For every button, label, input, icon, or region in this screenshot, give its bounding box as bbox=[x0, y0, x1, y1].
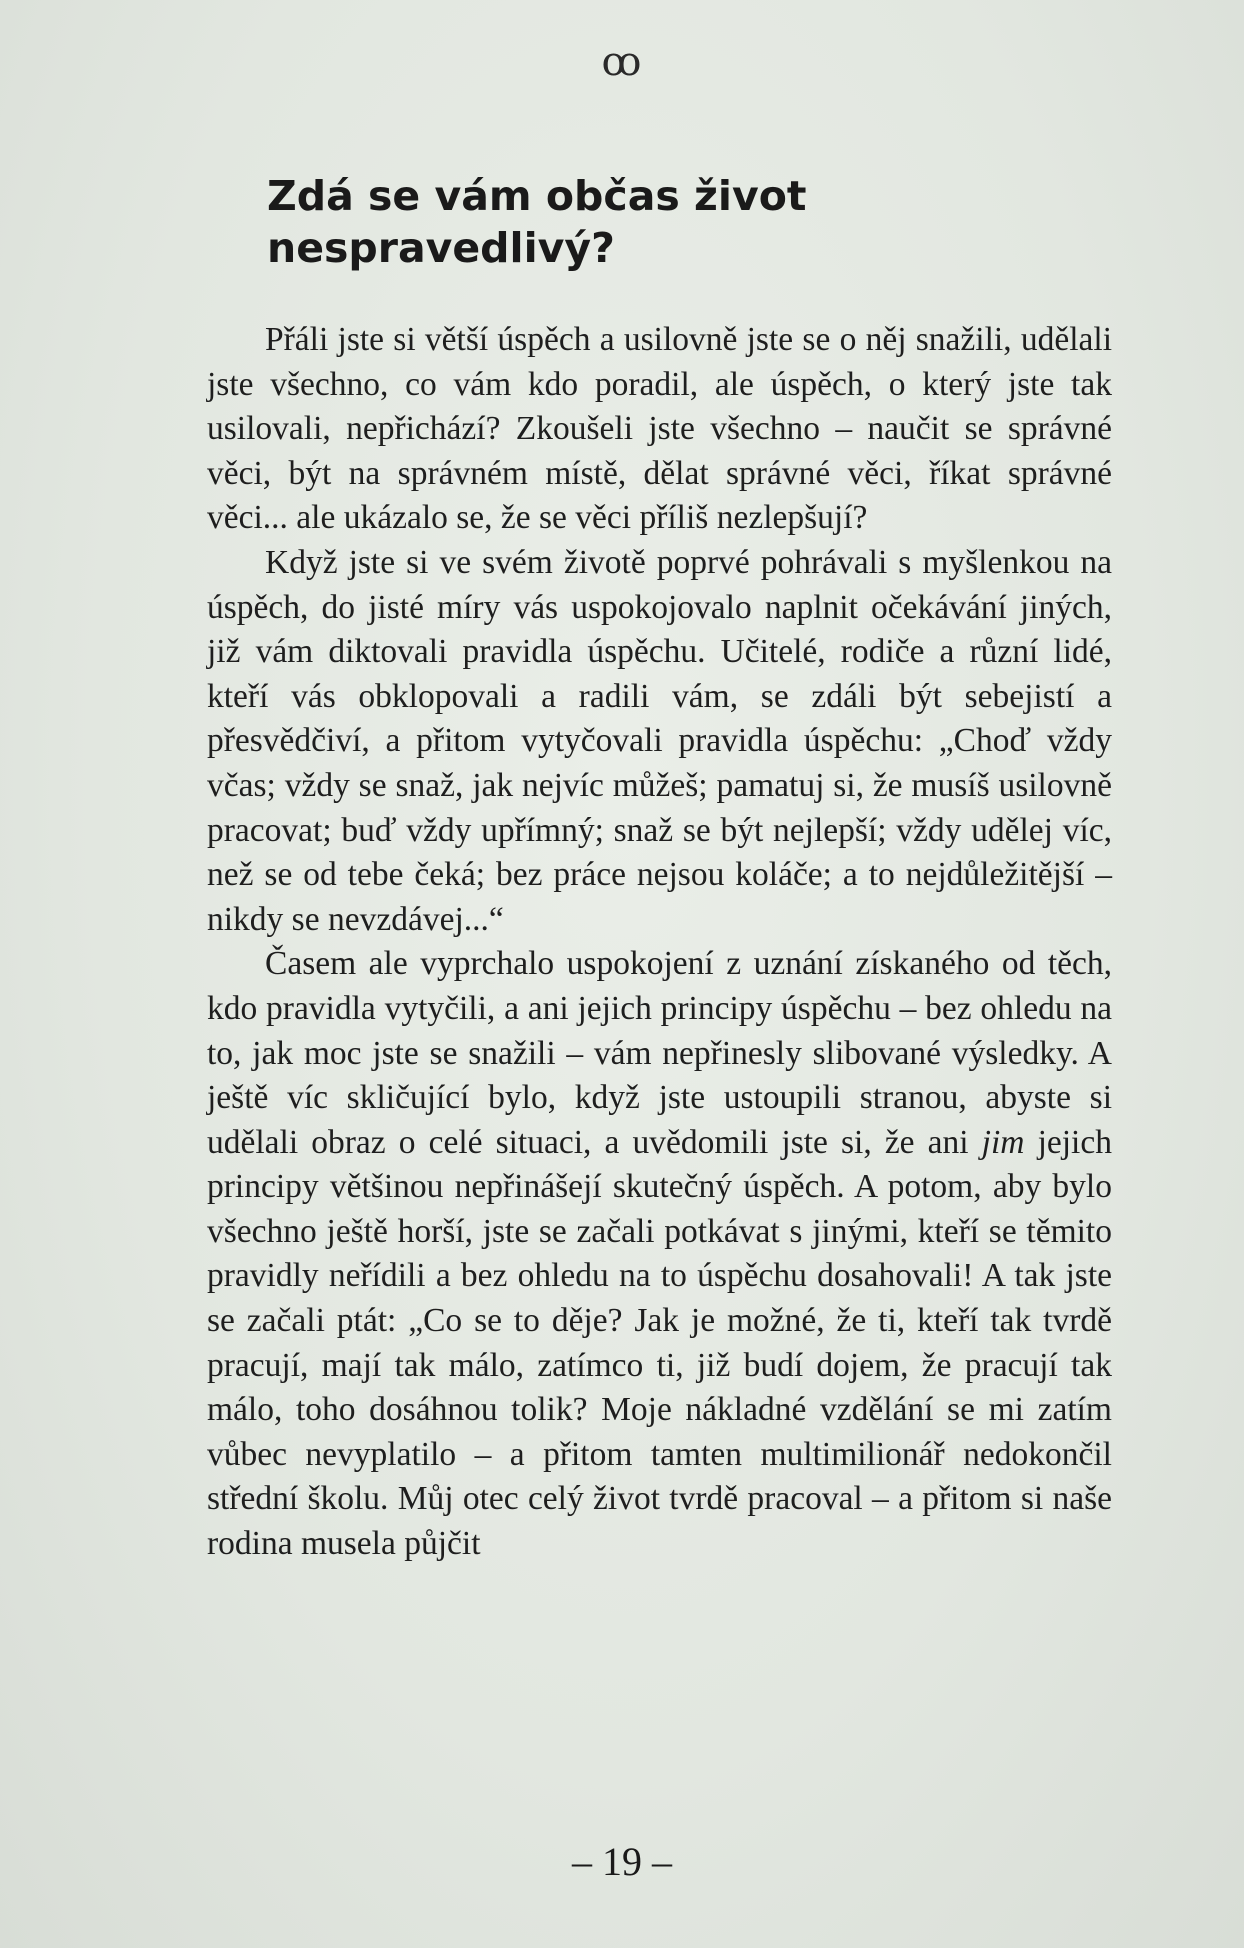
ornament-glyph: ꝏ bbox=[601, 39, 643, 84]
page-number: – 19 – bbox=[572, 1839, 672, 1884]
paragraph-3-part-2: jejich principy většinou nepřinášejí skutečný úspěch. A potom, aby bylo všechno ještě horší, jste se začali potkávat s jinými, kteří se těmito pravidly neřídili a bez ohledu na to úspěchu dosahovali! A tak jste se začali ptát: „Co se to děje? Jak je možné, že ti, kteří tak tvrdě pracují, mají tak málo, zatímco ti, již budí dojem, že pracují tak málo, toho dosáhnou tolik? Moje nákladné vzdělání se mi zatím vůbec nevyplatilo – a přitom tamten multimilionář nedokončil střední školu. Můj otec celý život tvrdě pracoval – a přitom si naše rodina musela půjčit bbox=[207, 1123, 1112, 1563]
emphasis-word: jim bbox=[981, 1123, 1025, 1161]
paragraph-3 bbox=[207, 942, 1112, 1566]
paragraph-2: Když jste si ve svém životě poprvé pohrávali s myšlenkou na úspěch, do jisté míry vás uspokojovalo naplnit očekávání jiných, již vám diktovali pravidla úspěchu. Učitelé, rodiče a různí lidé, kteří vás obklopovali a radili vám, se zdáli být sebejistí a přesvědčiví, a přitom vytyčovali pravidla úspěchu: „Choď vždy včas; vždy se snaž, jak nejvíc můžeš; pamatuj si, že musíš usilovně pracovat; buď vždy upřímný; snaž se být nejlepší; vždy udělej víc, než se od tebe čeká; bez práce nejsou koláče; a to nejdůležitější – nikdy se nevzdávej...“ bbox=[207, 543, 1112, 938]
paragraph-3-part-1: Časem ale vyprchalo uspokojení z uznání získaného od těch, kdo pravidla vytyčili, a ani jejich principy úspěchu – bez ohledu na to, jak moc jste se snažili – vám nepřinesly slibované výsledky. A ještě víc skličující bylo, když jste ustoupili stranou, abyste si udělali obraz o celé situaci, a uvědomili jste si, že ani bbox=[207, 945, 1112, 1161]
chapter-heading: Zdá se vám občas život nespravedlivý? bbox=[267, 172, 807, 272]
body-text bbox=[207, 318, 1112, 1567]
paragraph-1: Přáli jste si větší úspěch a usilovně jste se o něj snažili, udělali jste všechno, co vám kdo poradil, ale úspěch, o který jste tak usilovali, nepřichází? Zkoušeli jste všechno – naučit se správné věci, být na správném místě, dělat správné věci, říkat správné věci... ale ukázalo se, že se věci příliš nezlepšují? bbox=[207, 321, 1112, 537]
